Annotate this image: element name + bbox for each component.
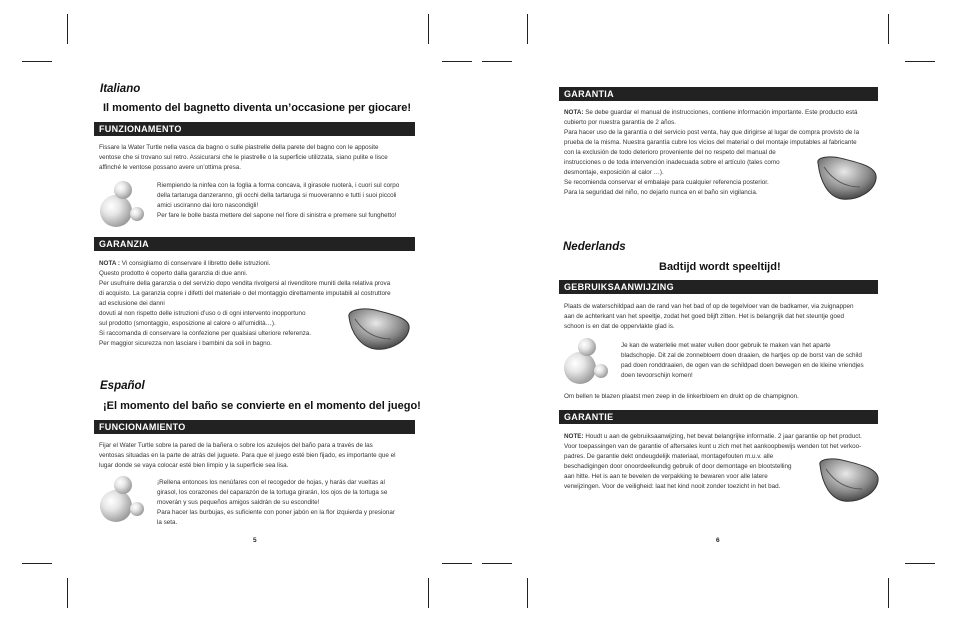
- text-line: moverán y sus pequeños amigos saldrán de su escondite!: [157, 499, 320, 506]
- text-line: [99, 259, 419, 269]
- note-text: Vi consigliamo di conservare il libretto delle istruzioni.: [119, 260, 271, 267]
- text-line: pad doen ronddraaien, de ogen van de schildpad doen bewegen en de kleine vriendjes: [621, 362, 864, 369]
- crop-mark: [482, 563, 512, 564]
- text-line: Para hacer uso de la garantía o del servicio post venta, hay que dirigirse al lugar de compra provisto de la: [564, 129, 860, 136]
- section-bar-gebruiksaanwijzing: GEBRUIKSAANWIJZING: [559, 280, 878, 294]
- text-line: Voor toepassingen van de garantie of aftersales kunt u zich met het aankoopbewijs wenden tot het verkoo-: [564, 443, 862, 450]
- text-line: Per maggior sicurezza non lasciare i bambini da soli in bagno.: [99, 340, 272, 347]
- slogan-italiano: Il momento del bagnetto diventa un’occasione per giocare!: [103, 102, 412, 114]
- section-bar-funzionamento: FUNZIONAMENTO: [94, 122, 415, 136]
- text-line: Fijar el Water Turtle sobre la pared de la bañera o sobre los azulejos del baño para a través de las: [99, 442, 373, 449]
- leaf-scoop-illustration: [345, 303, 415, 353]
- text-line: lugar donde se vaya colocar esté bien limpio y la superficie sea lisa.: [99, 462, 289, 469]
- note-label: NOTA :: [99, 260, 120, 267]
- crop-mark: [67, 14, 68, 44]
- text-line: Questo prodotto è coperto dalla garanzia di due anni.: [99, 270, 248, 277]
- crop-mark: [905, 61, 935, 62]
- crop-mark: [905, 563, 935, 564]
- text-line: sul prodotto (smontaggio, esposizione al calore o all’umidità…).: [99, 320, 276, 327]
- text-line: amici usciranno dai loro nascondigli!: [157, 202, 259, 209]
- page-number: 5: [253, 537, 257, 544]
- section-bar-garantia: GARANTIA: [559, 87, 878, 101]
- bubbles-illustration: [562, 338, 617, 388]
- language-heading-espanol: Español: [100, 380, 145, 392]
- text-line: doen tevoorschijn komen!: [621, 372, 693, 379]
- text-line: instrucciones o de toda intervención inadecuada sobre el artículo (tales como: [564, 159, 780, 166]
- text-line: girasol, los corazones del caparazón de la tortuga girarán, los ojos de la tortuga se: [157, 489, 388, 496]
- language-heading-nederlands: Nederlands: [563, 241, 626, 253]
- text-line: Per fare le bolle basta mettere del sapone nel fiore di sinistra e premere sul funghetto!: [157, 212, 397, 219]
- gebruiksaanwijzing-detail: [621, 341, 883, 381]
- text-line: Je kan de waterlelie met water vullen door gebruik te maken van het aparte: [621, 342, 831, 349]
- text-line: ad esclusione dei danni: [99, 300, 165, 307]
- text-line: [564, 108, 882, 118]
- funcionamiento-detail: [157, 478, 419, 528]
- funzionamento-intro: [99, 143, 414, 173]
- note-label: NOTE:: [564, 433, 584, 440]
- bubbles-illustration: [98, 476, 153, 526]
- text-line: cubierto por nuestra garantía de 2 años.: [564, 119, 677, 126]
- crop-mark: [442, 61, 472, 62]
- funcionamiento-intro: [99, 441, 414, 471]
- text-line: della tartaruga danzeranno, gli occhi della tartaruga si muoveranno e tutti i suoi piccoli: [157, 192, 397, 199]
- leaf-scoop-illustration: [812, 153, 882, 203]
- text-line: ventosas situadas en la parte de atrás del juguete. Para que el juego esté bien fijado, es importante que el: [99, 452, 396, 459]
- section-bar-garanzia: GARANZIA: [94, 237, 415, 251]
- crop-mark: [428, 14, 429, 44]
- text-line: Riempiendo la ninfea con la foglia a forma concava, il girasole ruoterà, i cuori sul corpo: [157, 182, 400, 189]
- text-line: Si raccomanda di conservare la confezione per qualsiasi ulteriore referenza.: [99, 330, 312, 337]
- crop-mark: [527, 578, 528, 608]
- crop-mark: [482, 61, 512, 62]
- slogan-nederlands: Badtijd wordt speeltijd!: [659, 261, 781, 273]
- text-line: aan de achterkant van het speeltje, zodat het goed blijft zitten. Het is belangrijk dat het steuntje goed: [564, 313, 845, 320]
- text-line: di acquisto. La garanzia copre i difetti del materiale o del montaggio direttamente imputabili al costruttore: [99, 290, 391, 297]
- text-line: ¡Rellena entonces los nenúfares con el recogedor de hojas, y harás dar vueltas al: [157, 479, 385, 486]
- crop-mark: [888, 14, 889, 44]
- bubbles-illustration: [98, 181, 153, 231]
- text-line: affinché le ventose possano avere un’ottima presa.: [99, 164, 242, 171]
- crop-mark: [428, 578, 429, 608]
- text-line: Se recomienda conservar el embalaje para cualquier referencia posterior.: [564, 179, 769, 186]
- funzionamento-detail: [157, 181, 417, 221]
- section-bar-garantie: GARANTIE: [559, 410, 878, 424]
- text-line: verwijzingen. Voor de veiligheid: laat het kind nooit zonder toezicht in het bad.: [564, 483, 781, 490]
- text-line: con la exclusión de todo deterioro proveniente del no respeto del manual de: [564, 149, 776, 156]
- text-line: Para la seguridad del niño, no dejarlo nunca en el baño sin vigilancia.: [564, 189, 758, 196]
- text-line: la seta.: [157, 519, 178, 526]
- crop-mark: [442, 563, 472, 564]
- crop-mark: [888, 578, 889, 608]
- gebruiksaanwijzing-intro: [564, 302, 878, 332]
- text-line: beschadigingen door onoordeelkundig gebruik of door demontage en blootstelling: [564, 463, 792, 470]
- crop-mark: [67, 578, 68, 608]
- text-line: dovuti al non rispetto delle istruzioni d’uso o di ogni intervento inopportuno: [99, 310, 306, 317]
- leaf-scoop-illustration: [814, 455, 884, 505]
- text-line: bladschopje. Dit zal de zonnebloem doen draaien, de hartjes op de borst van de schild: [621, 352, 862, 359]
- page-number: 6: [716, 537, 720, 544]
- gebruiksaanwijzing-bubbles: Om bellen te blazen plaatst men zeep in de linkerbloem en drukt op de champignon.: [564, 393, 799, 400]
- text-line: [564, 432, 884, 442]
- text-line: aan hitte. Het is aan te bevelen de verpakking te bewaren voor alle latere: [564, 473, 768, 480]
- crop-mark: [22, 61, 52, 62]
- text-line: schoon is en dat de oppervlakte glad is.: [564, 323, 675, 330]
- note-text: Se debe guardar el manual de instrucciones, contiene información importante. Este producto está: [583, 109, 858, 116]
- note-label: NOTA:: [564, 109, 584, 116]
- crop-mark: [22, 563, 52, 564]
- crop-mark: [527, 14, 528, 44]
- language-heading-italiano: Italiano: [100, 83, 141, 95]
- section-bar-funcionamiento: FUNCIONAMIENTO: [94, 420, 415, 434]
- text-line: ventose che si trovano sul retro. Assicurarsi che le piastrelle o la superficie utilizzata, siano pulite e lisce: [99, 154, 388, 161]
- slogan-espanol: ¡El momento del baño se convierte en el momento del juego!: [103, 400, 421, 412]
- text-line: Plaats de waterschildpad aan de rand van het bad of op de tegelvloer van de badkamer, via zuignappen: [564, 303, 854, 310]
- text-line: prueba de la misma. Nuestra garantía cubre los vicios del material o del montaje imputables al fabricante: [564, 139, 857, 146]
- text-line: Para hacer las burbujas, es suficiente con poner jabón en la flor izquierda y presionar: [157, 509, 396, 516]
- text-line: Per usufruire della garanzia o del servizio dopo vendita rivolgersi al rivenditore muniti della relativa prova: [99, 280, 391, 287]
- text-line: padres. De garantie dekt ondeugdelijk materiaal, montagefouten m.u.v. alle: [564, 453, 774, 460]
- text-line: desmontaje, exposición al calor …).: [564, 169, 664, 176]
- note-text: Houdt u aan de gebruiksaanwijzing, het bevat belangrijke informatie. 2 jaar garantie op het product.: [583, 433, 862, 440]
- text-line: Fissare la Water Turtle nella vasca da bagno o sulle piastrelle della parete del bagno con le apposite: [99, 144, 379, 151]
